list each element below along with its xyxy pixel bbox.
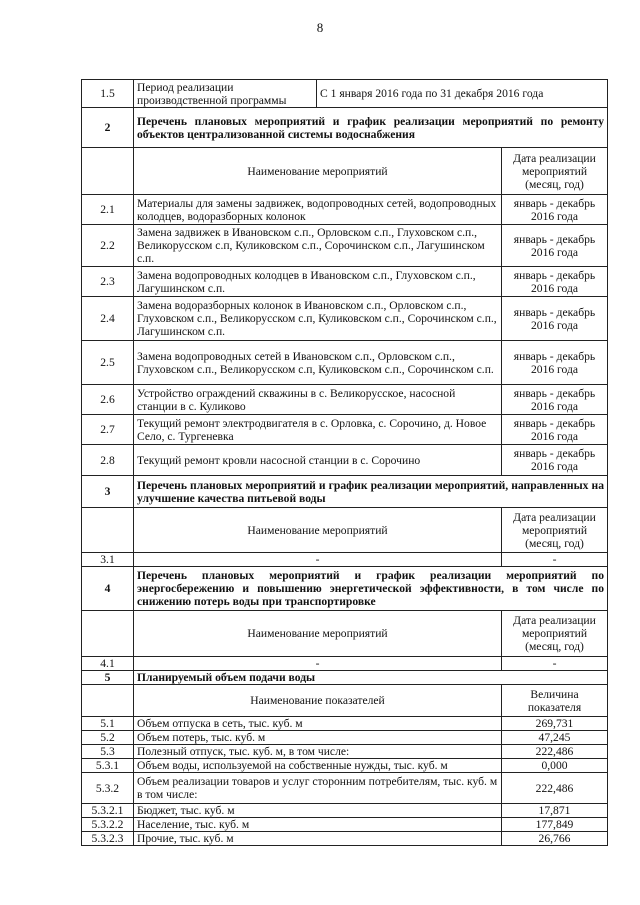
row-number: 2.2 [82,225,134,267]
row-value: 269,731 [502,717,608,731]
row-value: 17,871 [502,804,608,818]
row-name: Устройство ограждений скважины в с. Великорусское, насосной станции в с. Куликово [134,385,502,415]
column-header-name: Наименование показателей [134,685,502,717]
row-name: Замена водопроводных колодцев в Ивановском с.п., Глуховском с.п., Лагушинском с.п. [134,267,502,297]
row-number: 1.5 [82,80,134,108]
section-3-column-header [82,508,608,553]
table-row [82,717,608,731]
row-name: Текущий ремонт кровли насосной станции в с. Сорочино [134,445,502,476]
column-header-name: Наименование мероприятий [134,508,502,553]
column-header-date: Дата реализации мероприятий (месяц, год) [502,148,608,195]
section-3-header [82,476,608,508]
section-4-column-header [82,611,608,657]
section-5-column-header [82,685,608,717]
column-header-name: Наименование мероприятий [134,611,502,657]
row-number: 5.3.1 [82,759,134,773]
table-row [82,341,608,385]
table-row [82,385,608,415]
section-title: Перечень плановых мероприятий и график реализации мероприятий, направленных на улучшение качества питьевой воды [134,476,608,508]
row-date: - [502,657,608,671]
column-header-name: Наименование мероприятий [134,148,502,195]
row-date: январь - декабрь 2016 года [502,225,608,267]
row-name: - [134,657,502,671]
section-4-header [82,567,608,611]
row-name: Прочие, тыс. куб. м [134,832,502,846]
row-date: январь - декабрь 2016 года [502,297,608,341]
row-number: 5.2 [82,731,134,745]
row-value: 222,486 [502,745,608,759]
row-number: 5.3.2.3 [82,832,134,846]
row-number: 2.4 [82,297,134,341]
row-name: Объем воды, используемой на собственные нужды, тыс. куб. м [134,759,502,773]
row-date: январь - декабрь 2016 года [502,385,608,415]
empty-cell [82,148,134,195]
program-table [81,79,608,846]
row-date: - [502,553,608,567]
column-header-date: Дата реализации мероприятий (месяц, год) [502,611,608,657]
row-name: Материалы для замены задвижек, водопроводных сетей, водопроводных колодцев, водоразборных колонок [134,195,502,225]
row-value: 0,000 [502,759,608,773]
row-1-5 [82,80,608,108]
table-row [82,657,608,671]
section-2-header [82,108,608,148]
row-date: январь - декабрь 2016 года [502,195,608,225]
row-number: 5.1 [82,717,134,731]
table-row [82,225,608,267]
row-name: Замена водоразборных колонок в Ивановском с.п., Орловском с.п., Глуховском с.п., Великорусском с.п, Куликовском с.п., Сорочинском с.п., Лагушинском с.п. [134,297,502,341]
table-row [82,759,608,773]
row-date: январь - декабрь 2016 года [502,267,608,297]
row-number: 5.3.2.2 [82,818,134,832]
row-number: 5.3.2 [82,773,134,804]
section-number: 3 [82,476,134,508]
empty-cell [82,611,134,657]
section-2-column-header [82,148,608,195]
row-name: Замена задвижек в Ивановском с.п., Орловском с.п., Глуховском с.п., Великорусском с.п, Куликовском с.п., Сорочинском с.п., Лагушинском с.п. [134,225,502,267]
empty-cell [82,508,134,553]
row-number: 3.1 [82,553,134,567]
row-name: Бюджет, тыс. куб. м [134,804,502,818]
row-date: январь - декабрь 2016 года [502,445,608,476]
row-name: Население, тыс. куб. м [134,818,502,832]
row-number: 2.7 [82,415,134,445]
table-row [82,745,608,759]
row-value: 177,849 [502,818,608,832]
section-5-header [82,671,608,685]
row-label: Период реализации производственной программы [134,80,317,108]
row-name: Полезный отпуск, тыс. куб. м, в том числе: [134,745,502,759]
table-row [82,415,608,445]
row-number: 2.6 [82,385,134,415]
row-value: 47,245 [502,731,608,745]
row-date: январь - декабрь 2016 года [502,415,608,445]
row-date: январь - декабрь 2016 года [502,341,608,385]
row-value: С 1 января 2016 года по 31 декабря 2016 года [317,80,608,108]
row-number: 4.1 [82,657,134,671]
row-value: 222,486 [502,773,608,804]
table-row [82,195,608,225]
table-row [82,773,608,804]
row-number: 2.3 [82,267,134,297]
row-number: 2.8 [82,445,134,476]
empty-cell [82,685,134,717]
table-row [82,731,608,745]
row-name: Текущий ремонт электродвигателя в с. Орловка, с. Сорочино, д. Новое Село, с. Тургеневка [134,415,502,445]
section-title: Перечень плановых мероприятий и график реализации мероприятий по ремонту объектов централизованной системы водоснабжения [134,108,608,148]
section-title: Перечень плановых мероприятий и график реализации мероприятий по энергосбережению и повышению энергетической эффективности, в том числе по снижению потерь воды при транспортировке [134,567,608,611]
row-number: 5.3.2.1 [82,804,134,818]
row-number: 2.1 [82,195,134,225]
row-number: 5.3 [82,745,134,759]
row-name: - [134,553,502,567]
column-header-date: Дата реализации мероприятий (месяц, год) [502,508,608,553]
row-name: Объем отпуска в сеть, тыс. куб. м [134,717,502,731]
row-name: Объем потерь, тыс. куб. м [134,731,502,745]
table-row [82,804,608,818]
table-row [82,445,608,476]
column-header-value: Величина показателя [502,685,608,717]
table-row [82,297,608,341]
section-number: 5 [82,671,134,685]
row-number: 2.5 [82,341,134,385]
page-number: 8 [316,20,324,35]
section-number: 4 [82,567,134,611]
table-row [82,832,608,846]
section-title: Планируемый объем подачи воды [134,671,608,685]
table-row [82,267,608,297]
table-row [82,818,608,832]
table-row [82,553,608,567]
row-value: 26,766 [502,832,608,846]
row-name: Объем реализации товаров и услуг сторонним потребителям, тыс. куб. м в том числе: [134,773,502,804]
row-name: Замена водопроводных сетей в Ивановском с.п., Орловском с.п., Глуховском с.п., Великорусском с.п, Куликовском с.п., Сорочинском с.п. [134,341,502,385]
section-number: 2 [82,108,134,148]
